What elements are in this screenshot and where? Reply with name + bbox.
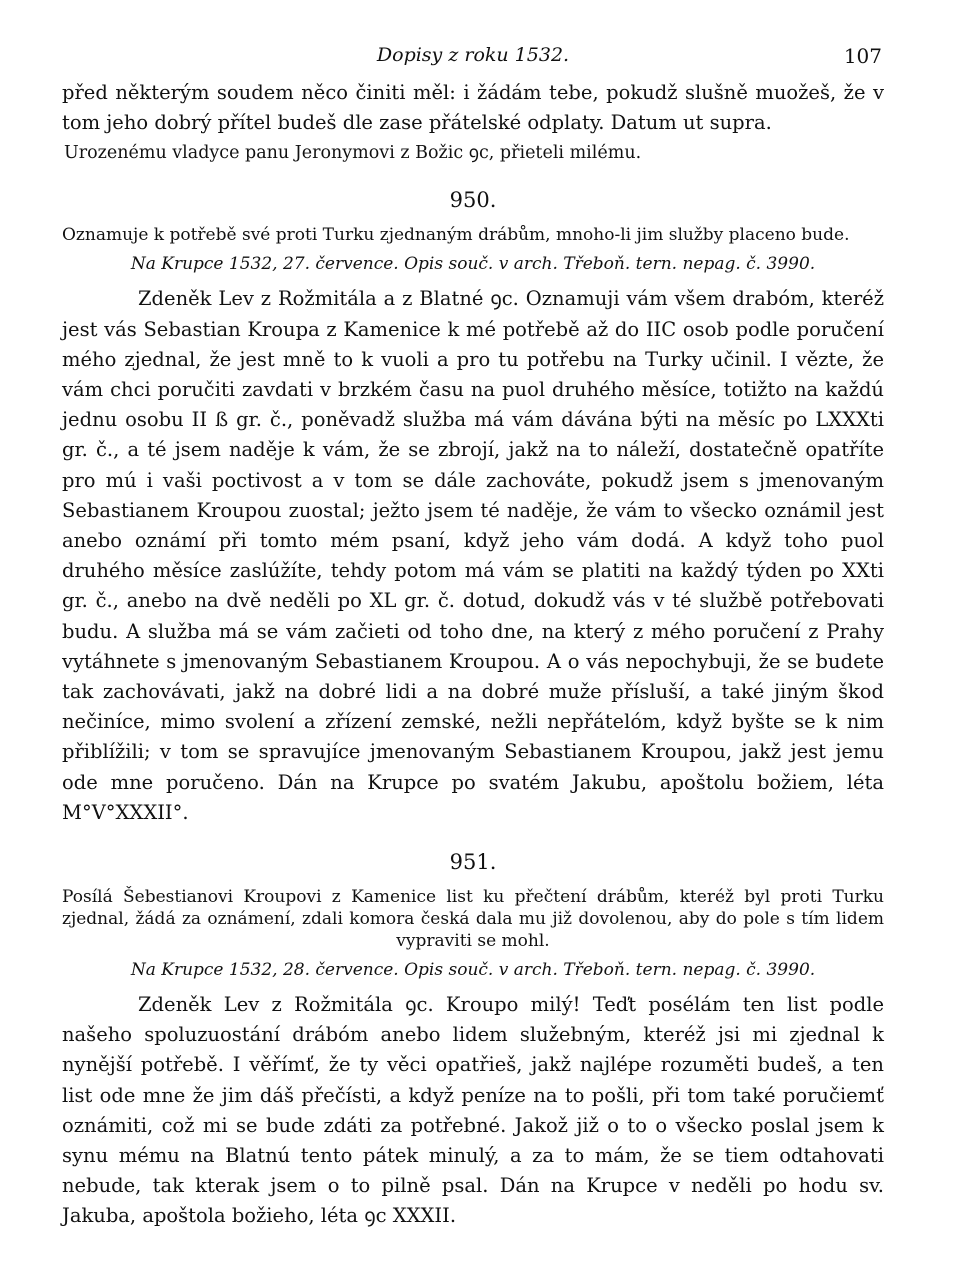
running-title: Dopisy z roku 1532. <box>376 44 570 66</box>
letter-source-note: Na Krupce 1532, 28. července. Opis souč. v arch. Třeboň. tern. nepag. č. 3990. <box>130 960 816 981</box>
letter-951 <box>62 850 884 1232</box>
page-header <box>62 44 884 78</box>
letter-source-note: Na Krupce 1532, 27. července. Opis souč. v arch. Třeboň. tern. nepag. č. 3990. <box>130 254 816 275</box>
letter-address: Urozenému vladyce panu Jeronymovi z Božic ꝯc, přieteli milému. <box>64 143 642 164</box>
document-page <box>62 44 884 1232</box>
letter-number: 950. <box>449 188 497 213</box>
letter-number: 951. <box>449 850 497 875</box>
letter-summary: Posílá Šebestianovi Kroupovi z Kamenice list ku přečtení drábům, kteréž byl proti Turku zjednal, žádá za oznámení, zdali komora česká dala mu již dovolenou, aby do pole s tím lidem vypraviti se mohl. <box>62 887 884 952</box>
continuation-paragraph: před některým soudem něco činiti měl: i žádám tebe, pokudž slušně muožeš, že v tom jeho dobrý přítel budeš dle zase přátelské odplaty. Datum ut supra. <box>62 81 884 135</box>
page-number: 107 <box>843 44 882 68</box>
letter-950 <box>62 188 884 828</box>
letter-body: Zdeněk Lev z Rožmitála ꝯc. Kroupo milý! Teďt posélám ten list podle našeho spoluzuostání drábóm anebo lidem služebným, kteréž jsi mi zjednal k nynější potřebě. I věřímť, že ty věci opatřieš, jakž najlépe rozuměti budeš, a ten list ode mne že jim dáš přečísti, a když peníze na to pošli, při tom také poručiemť oznámiti, což mi se bude zdáti za potřebné. Jakož již o to o všecko poslal jsem k synu mému na Blatnú tento pátek minulý, a za to mám, že se tiem odtahovati nebude, tak kterak jsem o to pilně psal. Dán na Krupce v neděli po hodu sv. Jakuba, apoštola božieho, léta ꝯc XXXII. <box>62 993 884 1228</box>
letter-body: Zdeněk Lev z Rožmitála a z Blatné ꝯc. Oznamuji vám všem drabóm, kteréž jest vás Sebastian Kroupa z Kamenice k mé potřebě až do IIC osob podle poručení mého zjednal, že jest mně to k vuoli a pro tu potřebu na Turky učinil. I vězte, že vám chci poručiti zavdati v brzkém času na puol druhého měsíce, totižto na každú jednu osobu II ß gr. č., poněvadž služba má vám dávána býti na měsíc po LXXXti gr. č., a té jsem naděje k vám, že se zbrojí, jakž na to náleží, dostatečně opatříte pro mú i vaši poctivost a v tom se dále zachováte, pokudž jsem s jmenovaným Sebastianem Kroupou zuostal; ježto jsem té naděje, že vám to všecko oznámil jest anebo oznámí při tomto mém psaní, když jeho vám dodá. A když toho puol druhého měsíce zaslúžíte, tehdy potom má vám se platiti na každý týden po XXti gr. č., anebo na dvě neděli po XL gr. č. dotud, dokudž vás v té službě potřebovati budu. A služba má se vám začieti od toho dne, na který z mého poručení z Prahy vytáhnete s jmenovaným Sebastianem Kroupou. A o vás nepochybuji, že se budete tak zachovávati, jakž na dobré lidi a na dobré muže přísluší, a také jiným škod nečiníce, mimo svolení a zřízení zemské, nežli nepřátelóm, když byšte se k nim přiblížili; v tom se spravujíce jmenovaným Sebastianem Kroupou, jakž jest jemu ode mne poručeno. Dán na Krupce po svatém Jakubu, apoštolu božiem, léta M°V°XXXII°. <box>62 287 884 824</box>
letter-summary: Oznamuje k potřebě své proti Turku zjednaným drábům, mnoho-li jim služby placeno bude. <box>62 225 850 246</box>
